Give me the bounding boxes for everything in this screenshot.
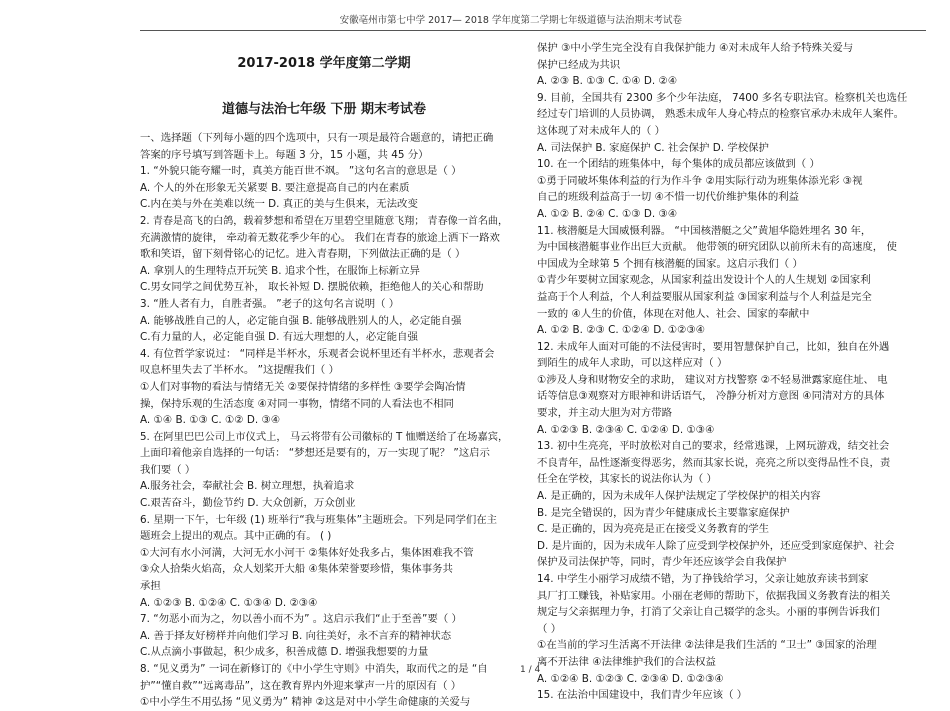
text-line: C.内在美与外在美难以统一 D. 真正的美与生俱来，无法改变 — [140, 198, 418, 211]
text-line: 这体现了对未成年人的（ ） — [537, 124, 665, 137]
text-line: C. 是正确的，因为亮亮是正在接受义务教育的学生 — [537, 523, 770, 536]
text-line: 7. “勿恶小而为之，勿以善小而不为” 。这启示我们“止于至善”要（ ） — [140, 613, 462, 626]
text-line: 一致的 ④人生的价值，体现在对他人、社会、国家的奉献中 — [537, 307, 810, 320]
left-column — [140, 40, 508, 711]
exam-title-year: 2017-2018 学年度第二学期 — [237, 56, 411, 71]
text-line: 3. “胜人者有力，自胜者强。 ”老子的这句名言说明（ ） — [140, 297, 400, 310]
text-line: A. ①②③ B. ①②④ C. ①③④ D. ②③④ — [140, 596, 318, 609]
text-line: A. ①②③ B. ②③④ C. ①②④ D. ①③④ — [537, 423, 715, 436]
text-line: ①大河有水小河满，大河无水小河干 ②集体好处我多占，集体困难我不管 — [140, 546, 474, 559]
text-line: 离不开法律 ④法律维护我们的合法权益 — [537, 655, 716, 668]
text-line: 题班会上提出的观点。其中正确的有。 ( ) — [140, 530, 332, 543]
text-line: 操，保持乐观的生活态度 ④对同一事物，情绪不同的人看法也不相同 — [140, 397, 454, 410]
text-line: C.从点滴小事做起，积少成多，积善成德 D. 增强我想要的力量 — [140, 646, 429, 659]
text-line: A. 个人的外在形象无关紧要 B. 要注意提高自己的内在素质 — [140, 181, 410, 194]
text-line: 充满激情的旋律， 牵动着无数花季少年的心。 我们在青春的旅途上洒下一路欢 — [140, 231, 500, 244]
text-line: 10. 在一个团结的班集体中，每个集体的成员都应该做到（ ） — [537, 158, 820, 171]
text-line: 歌和笑语，留下刻骨铭心的记忆。进入青春期，下列做法正确的是（ ） — [140, 248, 466, 261]
text-line: 要求，并主动大胆为对方带路 — [537, 407, 673, 420]
text-line: 话等信息③观察对方眼神和讲话语气， 冷静分析对方意图 ④同清对方的具体 — [537, 390, 885, 403]
text-line: A. 是正确的，因为未成年人保护法规定了学校保护的相关内容 — [537, 490, 821, 503]
text-line: 4. 有位哲学家说过： “同样是半杯水，乐观者会说杯里还有半杯水，悲观者会 — [140, 347, 495, 360]
text-line: 任全在学校，其家长的说法你认为（ ） — [537, 473, 717, 486]
text-line: A. 能够战胜自己的人，必定能自强 B. 能够战胜别人的人，必定能自强 — [140, 314, 462, 327]
text-line: C.艰苦奋斗，勤俭节约 D. 大众创新，万众创业 — [140, 497, 356, 510]
text-line: A. 司法保护 B. 家庭保护 C. 社会保护 D. 学校保护 — [537, 141, 769, 154]
text-line: C.男女同学之间优势互补， 取长补短 D. 摆脱依赖，拒绝他人的关心和帮助 — [140, 281, 484, 294]
header-text: 安徽亳州市第七中学 2017— 2018 学年度第二学期七年级道德与法治期末考试卷 — [339, 15, 682, 26]
text-line: 5. 在阿里巴巴公司上市仪式上， 马云将带有公司徽标的 T 恤赠送给了在场嘉宾， — [140, 430, 509, 443]
text-line: ①勇于同破坏集体利益的行为作斗争 ②用实际行动为班集体添光彩 ③视 — [537, 174, 863, 187]
text-line: 为中国核潜艇事业作出巨大贡献。 他带领的研究团队以前所未有的高速度， 使 — [537, 241, 897, 254]
text-line: 具厂打工赚钱，补贴家用。小丽在老师的帮助下，依据我国义务教育法的相关 — [537, 589, 891, 602]
text-line: 不良青年，品性逐渐变得恶劣，然而其家长说，亮亮之所以变得品性不良，责 — [537, 456, 891, 469]
text-line: D. 是片面的，因为未成年人除了应受到学校保护外，还应受到家庭保护、社会 — [537, 539, 895, 552]
text-line: 保护 ③中小学生完全没有自我保护能力 ④对未成年人给予特殊关爱与 — [537, 42, 854, 54]
text-line: 9. 目前，全国共有 2300 多个少年法庭， 7400 多名专职法官。检察机关也选任 — [537, 91, 908, 104]
text-line: A.服务社会，奉献社会 B. 树立理想，执着追求 — [140, 480, 355, 493]
text-line: A. 善于择友好榜样并向他们学习 B. 向往美好，永不言弃的精神状态 — [140, 629, 452, 642]
text-line: 14. 中学生小丽学习成绩不错，为了挣钱给学习，父亲让她放弃读书到家 — [537, 573, 869, 585]
left-body — [140, 130, 508, 711]
text-line: 保护已经成为共识 — [537, 58, 621, 71]
page-number: 1 / 4 — [520, 665, 541, 675]
text-line: ③众人拾柴火焰高，众人划桨开大船 ④集体荣誉要珍惜，集体事务共 — [140, 563, 453, 576]
text-line: 11. 核潜艇是大国威慑利器。 “中国核潜艇之父”黄旭华隐姓埋名 30 年， — [537, 224, 872, 237]
text-line: ①中小学生不用弘扬 “见义勇为” 精神 ②这是对中小学生命健康的关爱与 — [140, 696, 471, 709]
text-line: 中国成为全球第 5 个拥有核潜艇的国家。这启示我们（ ） — [537, 257, 803, 270]
text-line: 护”“懂自救”“远离毒品”，这在教育界内外迎来掌声一片的原因有（ ） — [140, 679, 462, 692]
text-line: A. ①④ B. ①③ C. ①② D. ③④ — [140, 414, 281, 427]
text-line: 我们要（ ） — [140, 463, 196, 476]
text-line: 上面印着他亲自选择的一句话： “梦想还是要有的，万一实现了呢？ ”这启示 — [140, 447, 490, 460]
text-line: （ ） — [537, 622, 562, 635]
text-line: 答案的序号填写到答题卡上。每题 3 分，15 小题，共 45 分） — [140, 148, 429, 161]
text-line: 2. 青春是高飞的白鸽，载着梦想和希望在万里碧空里随意飞翔； 青春像一首名曲， — [140, 214, 509, 227]
text-line: ①涉及人身和财物安全的求助， 建议对方找警察 ②不轻易泄露家庭住址、 电 — [537, 373, 888, 386]
text-line: 13. 初中生亮亮，平时放松对自己的要求，经常逃课，上网玩游戏，结交社会 — [537, 440, 890, 453]
text-line: A. ①② B. ②④ C. ①③ D. ③④ — [537, 207, 678, 220]
text-line: 叹息杯里失去了半杯水。 ”这提醒我们（ ） — [140, 364, 340, 377]
text-line: ①青少年要树立国家观念，从国家利益出发设计个人的人生规划 ②国家利 — [537, 274, 871, 287]
text-line: 保护及司法保护等，同时，青少年还应该学会自我保护 — [537, 556, 787, 569]
text-line: 益高于个人利益，个人利益要服从国家利益 ③国家利益与个人利益是完全 — [537, 290, 872, 303]
text-line: A. ①②④ B. ①②③ C. ②③④ D. ①②③④ — [537, 672, 724, 685]
text-line: 1. “外貌只能夸耀一时，真美方能百世不飒。 ”这句名言的意思是（ ） — [140, 165, 462, 178]
text-line: A. ①② B. ②③ C. ①②④ D. ①②③④ — [537, 324, 706, 337]
text-line: A. ②③ B. ①③ C. ①④ D. ②④ — [537, 75, 678, 88]
text-line: 12. 未成年人面对可能的不法侵害时，要用智慧保护自己，比如，独自在外遇 — [537, 340, 890, 353]
text-line: 6. 星期一下午，七年级 (1) 班举行“我与班集体”主题班会。下列是同学们在主 — [140, 513, 498, 526]
text-line: 自己的班级利益高于一切 ④不惜一切代价维护集体的利益 — [537, 191, 799, 204]
text-line: 一、选择题（下列每小题的四个选项中，只有一项是最符合题意的，请把正确 — [140, 132, 494, 144]
text-line: ①人们对事物的看法与情绪无关 ②要保持情绪的多样性 ③要学会陶冶情 — [140, 380, 466, 393]
text-line: 承担 — [140, 580, 161, 593]
text-line: C.有力量的人，必定能自强 D. 有远大理想的人，必定能自强 — [140, 331, 418, 344]
text-line: B. 是完全错误的，因为青少年健康成长主要靠家庭保护 — [537, 506, 790, 519]
text-line: 经过专门培训的人员协调， 熟悉未成年人身心特点的检察官承办未成年人案件。 — [537, 108, 904, 121]
right-column — [537, 40, 917, 704]
text-line: 15. 在法治中国建设中，我们青少年应该（ ） — [537, 689, 748, 702]
exam-title-subject: 道德与法治七年级 下册 期末考试卷 — [221, 102, 427, 117]
text-line: A. 拿别人的生理特点开玩笑 B. 追求个性，在服饰上标新立异 — [140, 264, 420, 277]
text-line: ①在当前的学习生活离不开法律 ②法律是我们生活的 “卫士” ③国家的治理 — [537, 639, 877, 652]
text-line: 8. “见义勇为” 一词在新修订的《中小学生守则》中消失，取而代之的是 “自 — [140, 663, 488, 675]
text-line: 到陌生的成年人求助，可以这样应对（ ） — [537, 357, 728, 370]
header-rule — [140, 30, 926, 31]
text-line: 规定与父亲据理力争，打消了父亲让自己辍学的念头。小丽的事例告诉我们 — [537, 606, 880, 619]
